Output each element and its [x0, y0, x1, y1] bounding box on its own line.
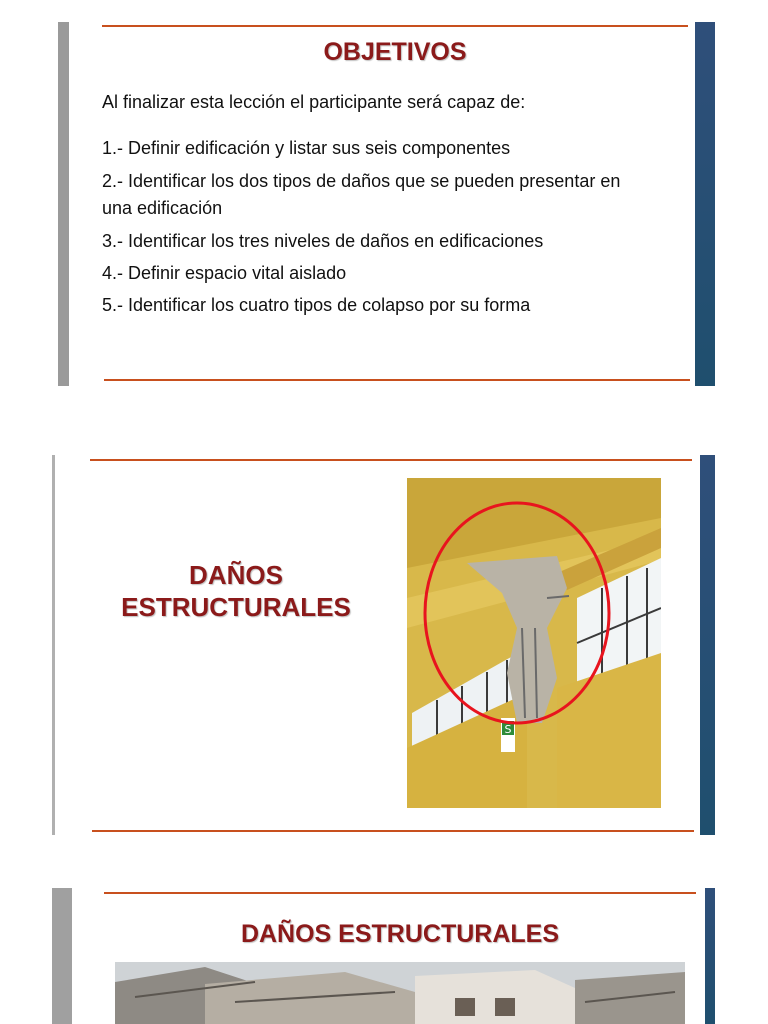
slide-title-line2: ESTRUCTURALES	[121, 592, 351, 622]
top-rule	[104, 892, 696, 894]
exit-sign-letter: S	[504, 723, 512, 736]
objective-item: 3.- Identificar los tres niveles de daños en edificaciones	[102, 231, 544, 251]
intro-text: Al finalizar esta lección el participante será capaz de:	[102, 92, 526, 112]
collapsed-building-photo	[115, 962, 685, 1024]
slide-title: OBJETIVOS	[323, 38, 467, 66]
objective-item: 4.- Definir espacio vital aislado	[102, 263, 347, 283]
objective-item: 5.- Identificar los cuatro tipos de colapso por su forma	[102, 295, 531, 315]
slide-right-bar	[705, 888, 715, 1024]
objective-item: 1.- Definir edificación y listar sus seis componentes	[102, 138, 511, 158]
slide-title-line1: DAÑOS	[189, 560, 283, 590]
objective-item: 2.- Identificar los dos tipos de daños que se pueden presentar en una edificación	[102, 171, 621, 218]
collapsed-building-illustration	[115, 962, 685, 1024]
slide-left-bar	[52, 888, 72, 1024]
slide-title: DAÑOS ESTRUCTURALES	[240, 920, 560, 948]
